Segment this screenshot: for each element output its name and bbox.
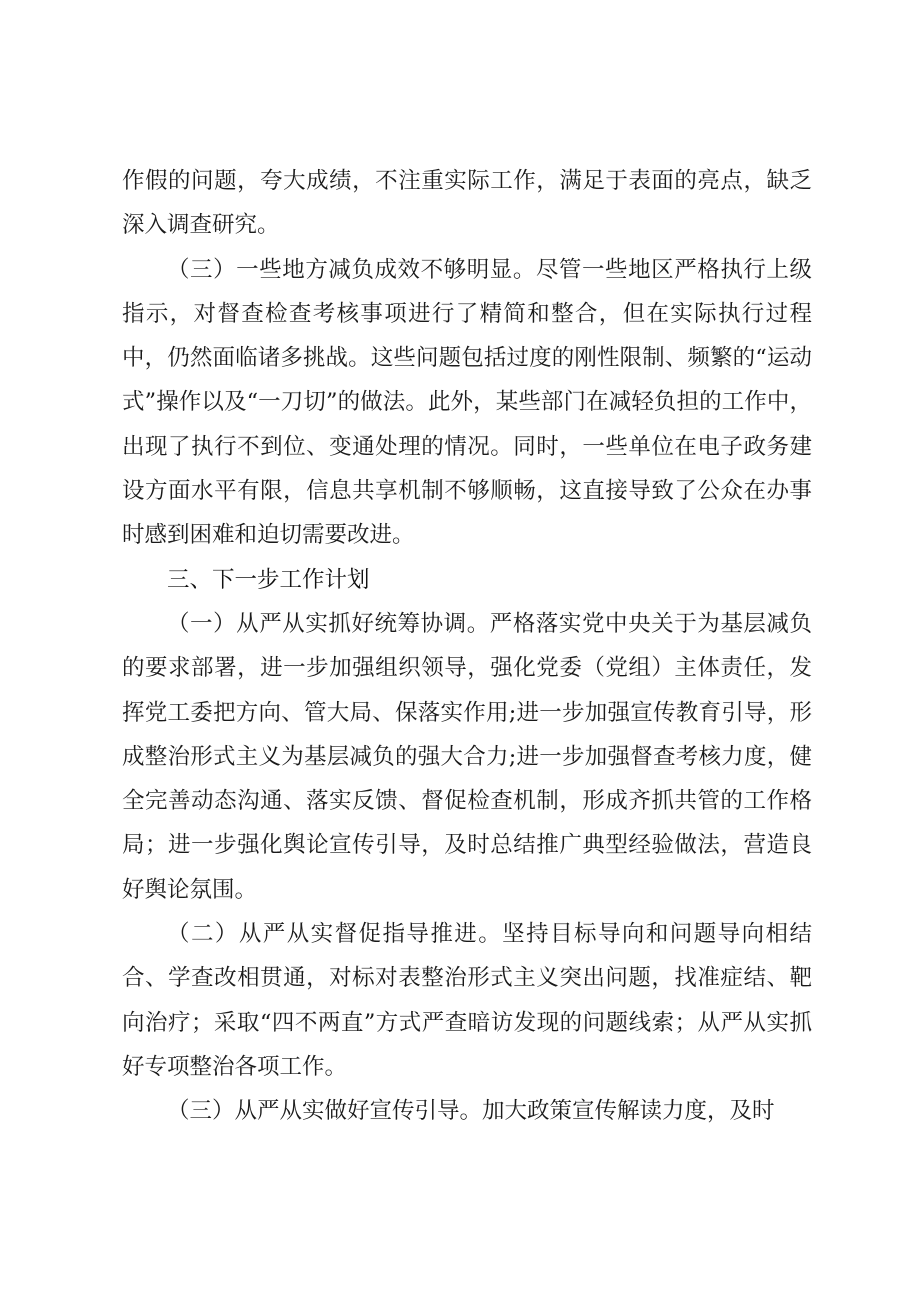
paragraph-continuation: 作假的问题，夸大成绩，不注重实际工作，满足于表面的亮点，缺乏深入调查研究。	[122, 168, 812, 239]
paragraph-plan-item-1: （一）从严从实抓好统筹协调。严格落实党中央关于为基层减负的要求部署，进一步加强组织领导，强化党委（党组）主体责任，发挥党工委把方向、管大局、保落实作用;进一步加强宣传教育引导，形成整治形式主义为基层减负的强大合力;进一步加强督查考核力度，健全完善动态沟通、落实反馈、督促检查机制，形成齐抓共管的工作格局；进一步强化舆论宣传引导，及时总结推广典型经验做法，营造良好舆论氛围。	[122, 610, 812, 903]
paragraph-section-3-issue: （三）一些地方减负成效不够明显。尽管一些地区严格执行上级指示，对督查检查考核事项进行了精简和整合，但在实际执行过程中，仍然面临诸多挑战。这些问题包括过度的刚性限制、频繁的“运动式”操作以及“一刀切”的做法。此外，某些部门在减轻负担的工作中，出现了执行不到位、变通处理的情况。同时，一些单位在电子政务建设方面水平有限，信息共享机制不够顺畅，这直接导致了公众在办事时感到困难和迫切需要改进。	[122, 256, 812, 549]
document-body	[122, 159, 812, 1134]
paragraph-plan-item-3: （三）从严从实做好宣传引导。加大政策宣传解读力度，及时	[167, 1098, 775, 1125]
section-heading-next-steps: 三、下一步工作计划	[167, 566, 370, 593]
paragraph-plan-item-2: （二）从严从实督促指导推进。坚持目标导向和问题导向相结合、学查改相贯通，对标对表整治形式主义突出问题，找准症结、靶向治疗；采取“四不两直”方式严查暗访发现的问题线索；从严从实抓好专项整治各项工作。	[122, 921, 812, 1080]
